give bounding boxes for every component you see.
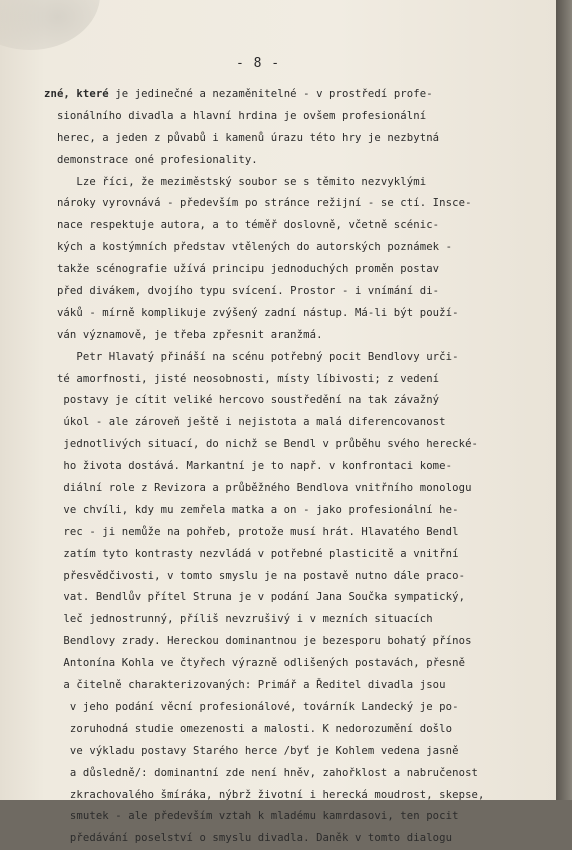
text-line: nace respektuje autora, a to téměř doslovně, včetně scénic- [44,219,440,232]
text-line: rec - ji nemůže na pohřeb, protože musí hrát. Hlavatého Bendl [44,525,459,538]
text-line: smutek - ale především vztah k mladému kamrdasovi, ten pocit [44,810,459,823]
bold-lead-in: zné, které [44,88,116,100]
text-line: takže scénografie užívá principu jednoduchých proměn postav [44,263,440,276]
text-line: přesvědčivosti, v tomto smyslu je na postavě nutno dále praco- [44,569,466,582]
text-line: postavy je cítit veliké hercovo soustředění na tak závažný [44,394,440,407]
text-line: nároky vyrovnává - především po stránce režijní - se ctí. Insce- [44,197,472,210]
page-number: - 8 - [236,56,281,71]
text-line: sionálního divadla a hlavní hrdina je ovšem profesionální [44,109,427,122]
text-line: ve chvíli, kdy mu zemřela matka a on - jako profesionální he- [44,503,459,516]
text-line: ho života dostává. Markantní je to např. v konfrontaci kome- [44,460,453,473]
page-edge-shadow [556,0,572,800]
text-line: úkol - ale zároveň ještě i nejistota a malá diferencovanost [44,416,446,429]
text-line: zoruhodná studie omezenosti a malosti. K nedorozumění došlo [44,722,453,735]
text-line: váků - mírně komplikuje zvýšený zadní nástup. Má-li být použí- [44,306,459,319]
page-curl-shadow [0,0,100,50]
text-line: diální role z Revizora a průběžného Bendlova vnitřního monologu [44,482,472,495]
text-line: Bendlovy zrady. Hereckou dominantnou je bezesporu bohatý přínos [44,635,472,648]
text-line: kých a kostýmních představ vtělených do autorských poznámek - [44,241,453,254]
text-line: ván významově, je třeba zpřesnit aranžmá. [44,328,323,341]
text-line: před divákem, dvojího typu svícení. Prostor - i vnímání di- [44,285,440,298]
text-line: Lze říci, že meziměstský soubor se s těmito nezvyklými [44,175,427,188]
text-line: Petr Hlavatý přináší na scénu potřebný pocit Bendlovy urči- [44,350,459,363]
text-line: té amorfnosti, jisté neosobnosti, místy líbivosti; z vedení [44,372,440,385]
text-line: a čitelně charakterizovaných: Primář a Ředitel divadla jsou [44,679,446,692]
text-line: herec, a jeden z půvabů i kamenů úrazu této hry je nezbytná [44,131,440,144]
text-line: demonstrace oné profesionality. [44,153,258,166]
text-line: leč jednostrunný, příliš nevzrušivý i v mezních situacích [44,613,433,626]
body-text [44,84,544,850]
text-line: ve výkladu postavy Starého herce /byť je Kohlem vedena jasně [44,744,459,757]
text-line: v jeho podání věcní profesionálové, továrník Landecký je po- [44,700,459,713]
text-line: zatím tyto kontrasty nezvládá v potřebné plasticitě a vnitřní [44,547,459,560]
text-line: vat. Bendlův přítel Struna je v podání Jana Součka sympatický, [44,591,466,604]
text-line: zkrachovalého šmíráka, nýbrž životní i herecká moudrost, skepse, [44,788,485,801]
text-line: zné, které je jedinečné a nezaměnitelné - v prostředí profe- [44,88,433,100]
text-line: předávání poselství o smyslu divadla. Daněk v tomto dialogu [44,832,453,845]
text-line: a důsledně/: dominantní zde není hněv, zahořklost a nabručenost [44,766,479,779]
text-line: jednotlivých situací, do nichž se Bendl v průběhu svého herecké- [44,438,479,451]
text-line: Antonína Kohla ve čtyřech výrazně odlišených postavách, přesně [44,657,466,670]
